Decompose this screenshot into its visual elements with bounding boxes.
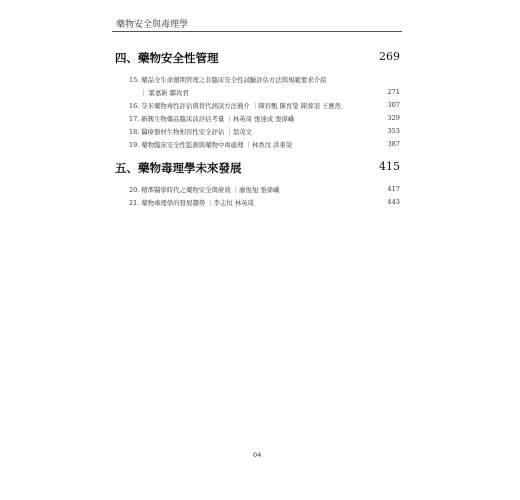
entry-authors: ｜林英琦 張達成 張偉嶠 bbox=[226, 115, 295, 123]
entry-title: 藥物臨床安全性監測與藥物中毒處理 bbox=[141, 141, 244, 149]
entry-page-number: 353 bbox=[387, 127, 400, 135]
entry-page-number: 307 bbox=[387, 101, 400, 109]
entry-authors: ｜林香汶 洪東榮 bbox=[245, 141, 293, 149]
entry-title: 奈米藥物毒性評估與替代測試方法簡介 bbox=[141, 102, 250, 110]
toc-entry-16[interactable] bbox=[129, 101, 400, 112]
section-page-number: 415 bbox=[379, 160, 400, 173]
section-title: 四、藥物安全性管理 bbox=[115, 51, 219, 65]
entry-number: 19. bbox=[129, 141, 140, 149]
section-heading-4 bbox=[115, 50, 400, 66]
entry-authors: ｜李志恒 林英琦 bbox=[207, 199, 254, 207]
entry-number: 18. bbox=[129, 128, 140, 136]
entry-page-number: 417 bbox=[387, 185, 400, 193]
entry-title: 醫療器材生物相容性安全評估 bbox=[141, 128, 225, 136]
entry-number: 20. bbox=[129, 186, 140, 194]
entry-page-number: 329 bbox=[387, 114, 400, 122]
running-head: 藥物安全與毒理學 bbox=[116, 20, 189, 30]
toc-entry-21[interactable] bbox=[129, 198, 400, 209]
section-title: 五、藥物毒理學未來發展 bbox=[115, 161, 242, 175]
entry-authors: ｜廖俊旭 張偉嶠 bbox=[232, 186, 280, 194]
toc-entry-20[interactable] bbox=[129, 185, 400, 196]
toc-entry-18[interactable] bbox=[129, 127, 400, 138]
entry-number: 15. bbox=[129, 76, 140, 84]
entry-number: 21. bbox=[129, 199, 140, 207]
page-number-footer: 04 bbox=[253, 451, 262, 459]
entry-page-number: 443 bbox=[387, 198, 400, 206]
entry-title: 新興生物藥品臨床前評估考量 bbox=[141, 115, 225, 123]
entry-number: 17. bbox=[129, 115, 140, 123]
entry-authors: ｜陳容甄 陳育瑩 陳蓉羽 王應然 bbox=[251, 102, 342, 110]
entry-title: 藥物毒理學的發展趨勢 bbox=[141, 199, 206, 207]
toc-entry-19[interactable] bbox=[129, 140, 400, 151]
entry-authors: ｜翁茂文 bbox=[226, 128, 252, 136]
toc-entry-15-continued[interactable] bbox=[140, 88, 400, 99]
toc-entry-17[interactable] bbox=[129, 114, 400, 125]
entry-page-number: 271 bbox=[387, 88, 400, 96]
toc-entry-15[interactable] bbox=[129, 75, 400, 86]
entry-title: 精準醫學時代之藥物安全與療效 bbox=[141, 186, 231, 194]
entry-authors: ｜ 葉嘉新 鄒玫君 bbox=[140, 89, 189, 97]
section-heading-5 bbox=[115, 160, 400, 176]
section-page-number: 269 bbox=[379, 50, 400, 63]
entry-number: 16. bbox=[129, 102, 140, 110]
entry-page-number: 387 bbox=[387, 140, 400, 148]
header-rule bbox=[112, 31, 402, 32]
entry-title: 藥品全生命週期管理之非臨床安全性試驗評估方法與規範要求介紹 bbox=[141, 76, 327, 84]
